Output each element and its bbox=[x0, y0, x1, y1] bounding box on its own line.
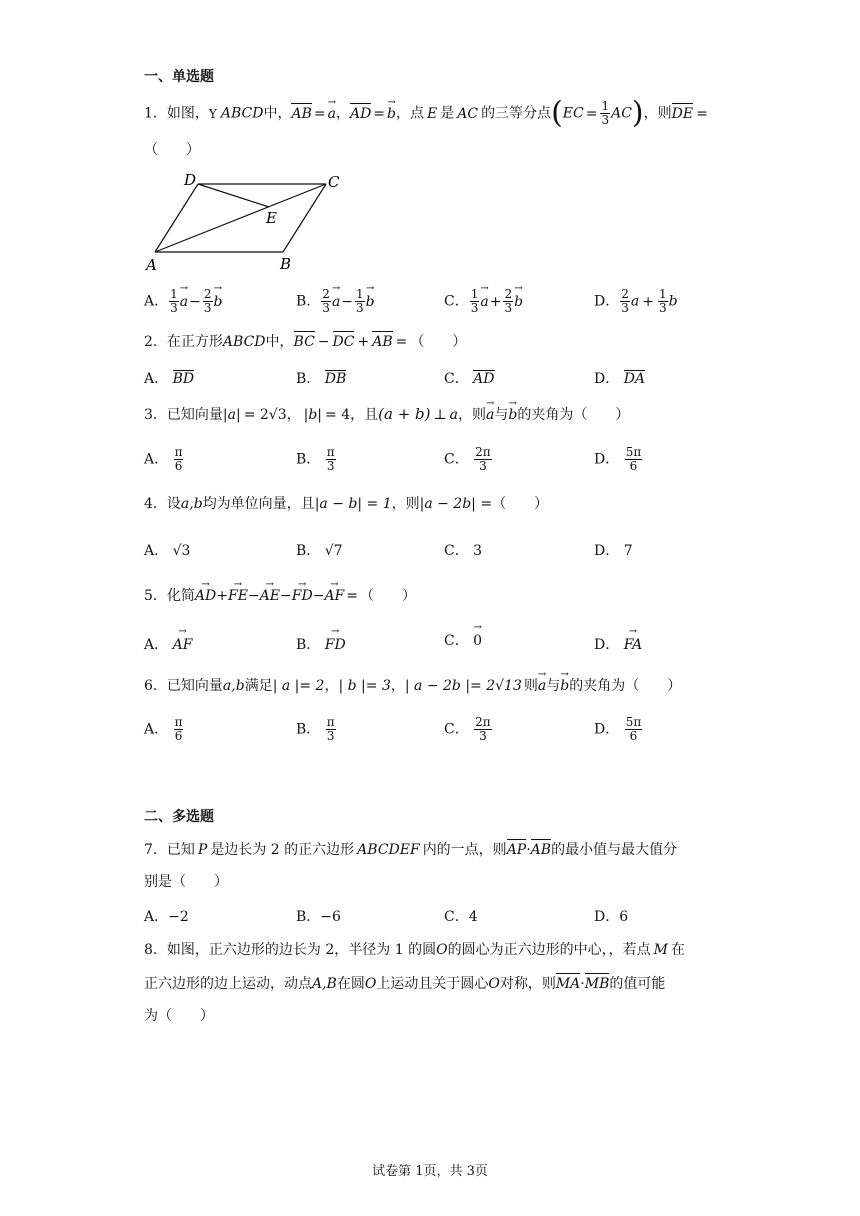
q7-option-b[interactable]: B．−6 bbox=[296, 909, 341, 925]
question-5: 5．化简→ AD+→ FE−→ AE−→ FD−→ AF = （ ） bbox=[144, 586, 416, 606]
q4-option-b[interactable]: B． √7 bbox=[296, 543, 343, 559]
q6-option-d[interactable]: D． $\frac{5\pi}{6}$ bbox=[594, 715, 642, 743]
question-1-blank: （ ） bbox=[144, 142, 200, 158]
q5-option-a[interactable]: A． → AF bbox=[144, 634, 192, 654]
q3-option-c[interactable]: C． $\frac{2\pi}{3}$ bbox=[444, 445, 491, 473]
edge-bc bbox=[283, 184, 326, 252]
q3-option-b[interactable]: B． $\frac{\pi}{3}$ bbox=[296, 445, 335, 473]
section-title-multi-choice: 二、多选题 bbox=[144, 809, 214, 825]
q5-option-b[interactable]: B． → FD bbox=[296, 634, 346, 654]
label-b: B bbox=[280, 255, 292, 273]
q2-option-b[interactable]: B． DB bbox=[296, 371, 347, 387]
q1-option-d[interactable]: D． $\frac{2}{3}$ a + $\frac{1}{3}$ b bbox=[594, 287, 678, 315]
segment-de bbox=[198, 184, 269, 207]
q6-option-c[interactable]: C． $\frac{2\pi}{3}$ bbox=[444, 715, 491, 743]
label-a: A bbox=[146, 256, 157, 274]
question-3: 3．已知向量|a| = 2√3， |b| = 4，且(a + b) ⊥ a，则→ a与→ b的夹角为（ ） bbox=[144, 404, 629, 425]
question-number: 1． bbox=[144, 105, 167, 122]
question-8-line-3: 为（ ） bbox=[144, 1008, 214, 1024]
q3-option-d[interactable]: D． $\frac{5\pi}{6}$ bbox=[594, 445, 642, 473]
section-title-single-choice: 一、单选题 bbox=[144, 69, 214, 85]
q1-option-c[interactable]: C． $\frac{1}{3}$ → a+ $\frac{2}{3}$ → b bbox=[444, 288, 523, 315]
question-2: 2．在正方形ABCD中，BC − DC + AB = （ ） bbox=[144, 334, 467, 350]
q4-option-c[interactable]: C． 3 bbox=[444, 543, 483, 559]
vector-ad: AD bbox=[349, 105, 372, 122]
question-7-line-2: 别是（ ） bbox=[144, 874, 228, 890]
q2-option-d[interactable]: D． DA bbox=[594, 371, 646, 387]
page-footer: 试卷第 1页，共 3页 bbox=[372, 1164, 488, 1179]
question-1-line-1: 1．如图，Y ABCD中，AB =→ a，AD =→ b，点 E 是 AC 的三等分点(EC = $\frac{1}{3}$ AC)，则DE = bbox=[144, 100, 708, 127]
vector-de: DE bbox=[671, 105, 694, 122]
diagonal-ac bbox=[155, 184, 326, 252]
q6-option-a[interactable]: A． $\frac{\pi}{6}$ bbox=[144, 715, 183, 743]
question-6: 6．已知向量a,b满足| a |= 2，| b |= 3，| a − 2b |= 2√13 则→ a与→ b的夹角为（ ） bbox=[144, 676, 681, 696]
label-e: E bbox=[266, 209, 277, 227]
question-8-line-1: 8．如图，正六边形的边长为 2，半径为 1 的圆O的圆心为正六边形的中心，，若点 M 在 bbox=[144, 942, 685, 958]
q5-option-d[interactable]: D． → FA bbox=[594, 634, 642, 654]
label-d: D bbox=[184, 171, 197, 189]
q6-option-b[interactable]: B． $\frac{\pi}{3}$ bbox=[296, 715, 335, 743]
vector-a: → a bbox=[328, 104, 336, 124]
q7-option-d[interactable]: D．6 bbox=[594, 909, 629, 925]
question-8-line-2: 正六边形的边上运动，动点A,B在圆O上运动且关于圆心O对称，则MA·MB的值可能 bbox=[144, 976, 666, 992]
q2-option-c[interactable]: C． AD bbox=[444, 371, 495, 387]
vector-ab: AB bbox=[291, 105, 312, 122]
q7-option-a[interactable]: A．−2 bbox=[144, 909, 189, 925]
edge-da bbox=[155, 184, 198, 252]
parallelogram-figure bbox=[140, 168, 360, 278]
parallelogram-symbol: Y bbox=[208, 106, 217, 121]
question-7-line-1: 7．已知 P 是边长为 2 的正六边形 ABCDEF 内的一点，则AP·AB的最小值与最大值分 bbox=[144, 842, 678, 858]
q3-option-a[interactable]: A． $\frac{\pi}{6}$ bbox=[144, 445, 183, 473]
q2-option-a[interactable]: A． BD bbox=[144, 371, 195, 387]
q1-option-b[interactable]: B． $\frac{2}{3}$ → a− $\frac{1}{3}$ → b bbox=[296, 288, 375, 315]
q4-option-d[interactable]: D． 7 bbox=[594, 543, 633, 559]
question-4: 4．设a,b均为单位向量，且|a − b| = 1，则|a − 2b| =（ ） bbox=[144, 496, 549, 512]
label-c: C bbox=[328, 173, 340, 191]
q5-option-c[interactable]: C． → 0 bbox=[444, 630, 482, 650]
q1-option-a[interactable]: A． $\frac{1}{3}$ → a− $\frac{2}{3}$ → b bbox=[144, 288, 222, 315]
q4-option-a[interactable]: A． √3 bbox=[144, 543, 191, 559]
fraction: $\frac{1}{3}$ bbox=[601, 99, 610, 127]
q7-option-c[interactable]: C．4 bbox=[444, 909, 478, 925]
vector-b: → b bbox=[387, 104, 396, 124]
